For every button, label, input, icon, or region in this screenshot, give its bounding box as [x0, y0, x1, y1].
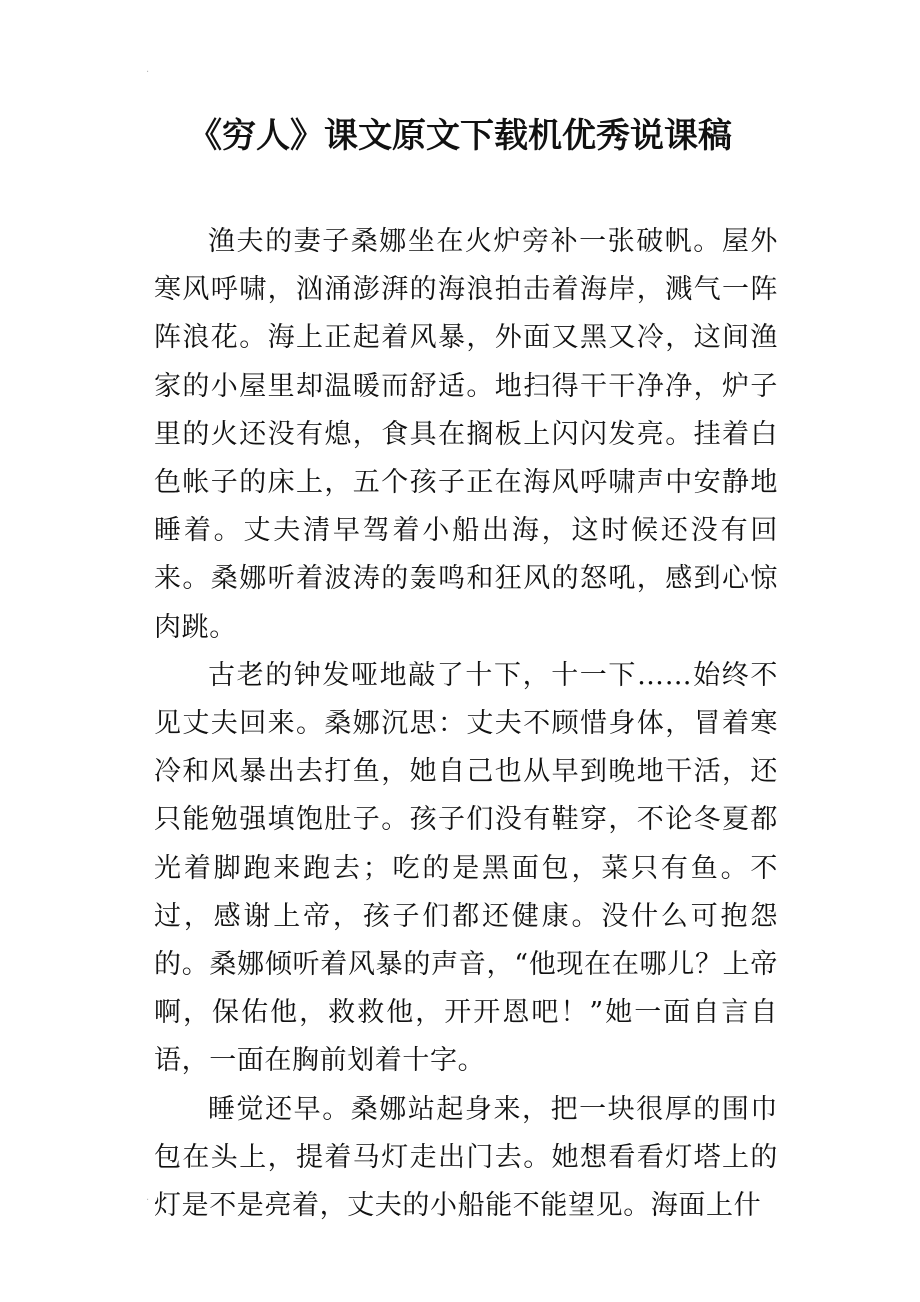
scan-mark-bottom: · [146, 1195, 150, 1206]
paragraph-3: 睡觉还早。桑娜站起身来，把一块很厚的围巾包在头上，提着马灯走出门去。她想看看灯塔上的灯是不是亮着，丈夫的小船能不能望见。海面上什 [154, 1093, 778, 1222]
document-body [154, 218, 778, 1230]
document-title: 《穷人》课文原文下载机优秀说课稿 [188, 116, 732, 156]
paragraph-2: 古老的钟发哑地敲了十下，十一下……始终不见丈夫回来。桑娜沉思：丈夫不顾惜身体，冒着寒冷和风暴出去打鱼，她自己也从早到晚地干活，还只能勉强填饱肚子。孩子们没有鞋穿，不论冬夏都光着脚跑来跑去；吃的是黑面包，菜只有鱼。不过，感谢上帝，孩子们都还健康。没什么可抱怨的。桑娜倾听着风暴的声音，“他现在在哪儿？上帝啊，保佑他，救救他，开开恩吧！”她一面自言自语，一面在胸前划着十字。 [154, 659, 778, 1077]
scan-mark-top: · [146, 67, 150, 78]
paragraph-1: 渔夫的妻子桑娜坐在火炉旁补一张破帆。屋外寒风呼啸，汹涌澎湃的海浪拍击着海岸，溅气一阵阵浪花。海上正起着风暴，外面又黑又冷，这间渔家的小屋里却温暖而舒适。地扫得干干净净，炉子里的火还没有熄，食具在搁板上闪闪发亮。挂着白色帐子的床上，五个孩子正在海风呼啸声中安静地睡着。丈夫清早驾着小船出海，这时候还没有回来。桑娜听着波涛的轰鸣和狂风的怒吼，感到心惊肉跳。 [154, 226, 778, 643]
